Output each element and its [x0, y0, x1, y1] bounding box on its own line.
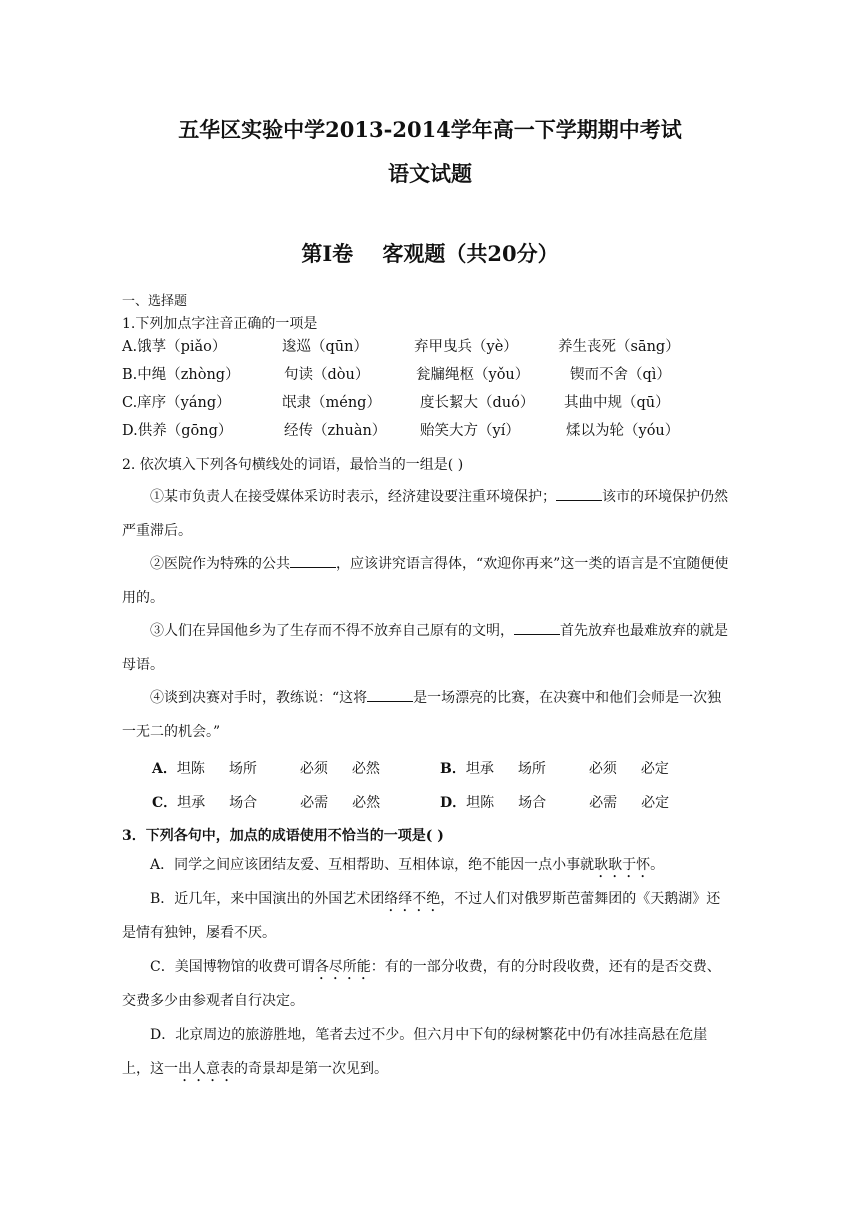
q2-s3-part-b: 首先放弃也最难放弃的就是母语。	[122, 623, 728, 673]
q2-option-a-word-2: 场所	[228, 761, 257, 777]
q2-option-d	[440, 792, 669, 812]
q2-option-c-word-1: 坦承	[177, 795, 206, 811]
fill-blank-2	[290, 555, 336, 568]
q2-option-a	[152, 758, 380, 778]
q2-option-a-label: A．	[152, 761, 177, 777]
q1-option-a-3: 弃甲曳兵（yè）	[414, 339, 518, 355]
q2-option-d-word-3: 必需	[589, 795, 618, 811]
q1-option-a-4: 养生丧死（sāng）	[558, 339, 680, 355]
q1-option-c-4: 其曲中规（qū）	[564, 395, 670, 411]
section-title: 第Ⅰ卷 客观题（共20分）	[301, 241, 559, 266]
q2-option-c-label: C．	[152, 795, 178, 811]
q2-option-a-word-3: 必须	[299, 761, 328, 777]
q2-stem: 2. 依次填入下列各句横线处的词语，最恰当的一组是( )	[122, 457, 464, 473]
q2-option-d-word-1: 坦陈	[466, 795, 495, 811]
q2-s4-part-b: 是一场漂亮的比赛，在决赛中和他们会师是一次独一无二的机会。”	[122, 690, 722, 740]
q2-s1-part-b: 该市的环境保护仍然严重滞后。	[122, 489, 728, 539]
q2-s2-part-b: ，应该讲究语言得体，“欢迎你再来”这一类的语言是不宜随便使用的。	[122, 556, 729, 606]
q3-option-c	[122, 950, 734, 1018]
q3-b-end: ，不过人们对俄罗斯芭蕾舞团的《天鹅湖》还是情有独钟，屡看不厌。	[122, 891, 721, 941]
q3-b-idiom: 络绎不绝	[384, 891, 441, 907]
q2-s3-part-a: ③人们在异国他乡为了生存而不得不放弃自己原有的文明，	[150, 623, 514, 639]
q2-s2-part-a: ②医院作为特殊的公共	[150, 556, 290, 572]
q3-option-d	[122, 1018, 734, 1086]
q2-option-b-word-2: 场所	[517, 761, 546, 777]
q1-option-d-2: 经传（zhuàn）	[284, 423, 387, 439]
q2-option-a-word-4: 必然	[351, 761, 380, 777]
q2-s1-part-a: ①某市负责人在接受媒体采访时表示，经济建设要注重环境保护；	[150, 489, 556, 505]
q3-b-text: B．近几年，来中国演出的外国艺术团	[150, 891, 385, 907]
q1-option-c-1: C.庠序（yáng）	[122, 395, 231, 411]
q1-stem: 1.下列加点字注音正确的一项是	[122, 316, 318, 332]
q1-option-a-2: 逡巡（qūn）	[282, 339, 368, 355]
q1-option-d-4: 煣以为轮（yóu）	[566, 423, 680, 439]
q3-option-a	[122, 848, 734, 882]
q1-option-b-2: 句读（dòu）	[284, 367, 370, 383]
q1-option-a-1: A.饿莩（piǎo）	[122, 339, 227, 355]
q3-d-text: D．北京周边的旅游胜地，笔者去过不少。但六月中下旬的绿树繁花中仍有冰挂高悬在危崖上，这一	[122, 1027, 708, 1077]
q2-option-c-word-3: 必需	[300, 795, 329, 811]
q2-option-b-word-4: 必定	[640, 761, 669, 777]
q2-s4-part-a: ④谈到决赛对手时，教练说：“这将	[150, 690, 368, 706]
q2-sentence-1	[122, 480, 734, 548]
q1-option-c-2: 氓隶（méng）	[282, 395, 381, 411]
q1-option-c-3: 度长絜大（duó）	[420, 395, 535, 411]
q3-a-end: 。	[650, 857, 665, 873]
q3-stem: 3．下列各句中，加点的成语使用不恰当的一项是( )	[122, 828, 444, 844]
q3-c-end: ：有的一部分收费，有的分时段收费，还有的是否交费、交费多少由参观者自行决定。	[122, 959, 721, 1009]
q2-option-a-word-1: 坦陈	[176, 761, 205, 777]
q2-option-b-word-3: 必须	[588, 761, 617, 777]
q2-sentence-2	[122, 547, 734, 615]
q3-a-text: A．同学之间应该团结友爱、互相帮助、互相体谅，绝不能因一点小事就	[150, 857, 595, 873]
fill-blank-1	[556, 488, 602, 501]
q3-option-b	[122, 882, 734, 950]
q2-option-d-word-4: 必定	[641, 795, 670, 811]
q1-option-b-4: 锲而不舍（qì）	[570, 367, 671, 383]
q3-c-text: C．美国博物馆的收费可谓	[150, 959, 315, 975]
q3-a-idiom: 耿耿于怀	[594, 857, 651, 873]
fill-blank-4	[367, 689, 413, 702]
exam-title: 五华区实验中学2013-2014学年高一下学期期中考试	[178, 117, 682, 142]
q1-option-d-3: 贻笑大方（yí）	[420, 423, 520, 439]
q2-option-d-word-2: 场合	[518, 795, 547, 811]
q3-d-idiom: 出人意表	[178, 1061, 234, 1077]
q1-option-b-1: B.中绳（zhòng）	[122, 367, 240, 383]
q2-sentence-3	[122, 614, 734, 682]
q1-option-d-1: D.供养（gōng）	[122, 423, 233, 439]
q2-option-c-word-4: 必然	[352, 795, 381, 811]
q3-d-end: 的奇景却是第一次见到。	[234, 1061, 388, 1077]
q2-option-c-word-2: 场合	[229, 795, 258, 811]
part-heading: 一、选择题	[122, 294, 188, 309]
q2-option-c	[152, 792, 380, 812]
q1-option-b-3: 瓮牖绳枢（yǒu）	[416, 367, 530, 383]
fill-blank-3	[514, 622, 560, 635]
q3-c-idiom: 各尽所能	[314, 959, 371, 975]
q2-option-b	[440, 758, 669, 778]
exam-subtitle: 语文试题	[388, 161, 472, 186]
q2-sentence-4	[122, 681, 734, 749]
q2-option-d-label: D．	[440, 795, 467, 811]
q2-option-b-word-1: 坦承	[465, 761, 494, 777]
q2-option-b-label: B．	[440, 761, 466, 777]
